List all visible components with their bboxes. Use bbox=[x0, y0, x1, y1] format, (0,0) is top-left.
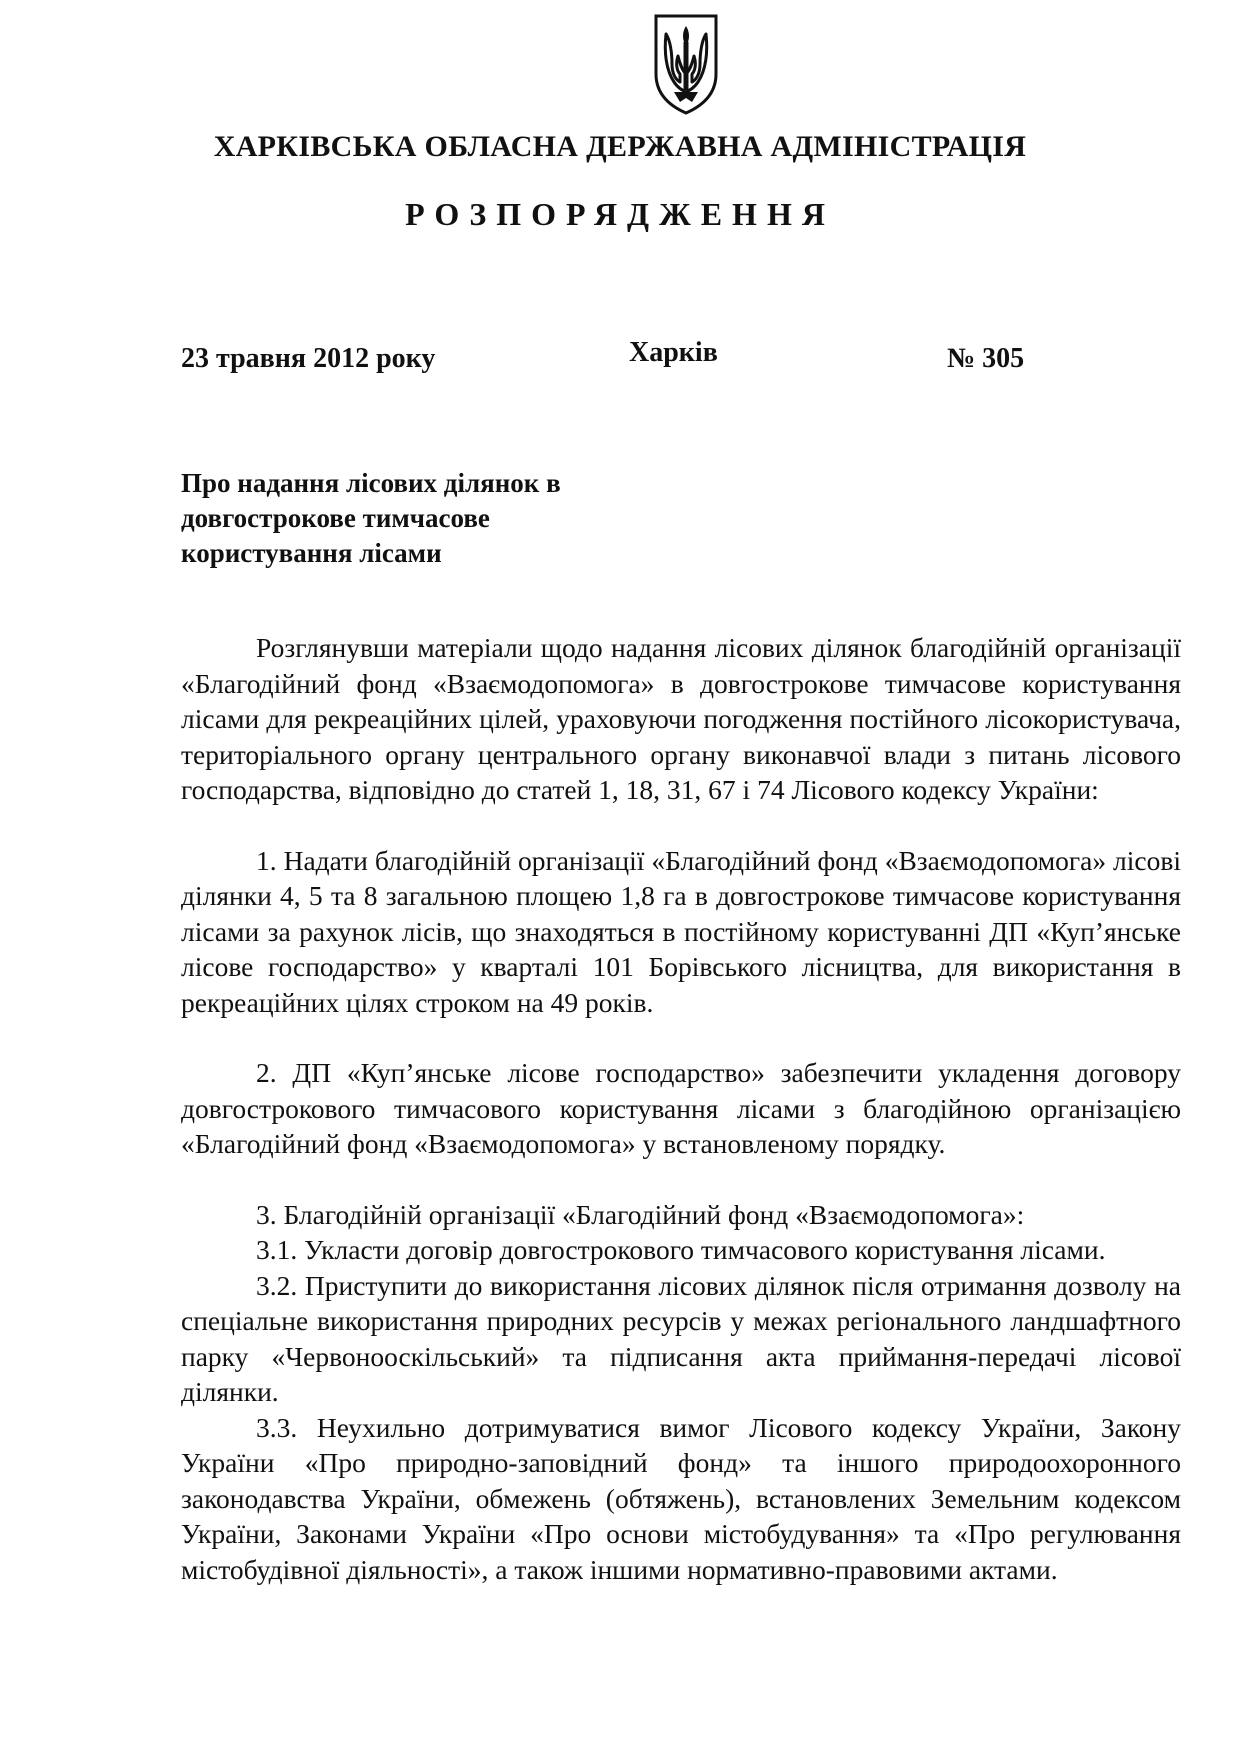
document-body bbox=[181, 630, 1181, 1587]
document-type-title: РОЗПОРЯДЖЕННЯ bbox=[405, 196, 835, 232]
clause-2: 2. ДП «Куп’янське лісове господарство» забезпечити укладення договору довгострокового тимчасового користування лісами з благодійною організацією «Благодійний фонд «Взаємодопомога» у встановленому порядку. bbox=[181, 1057, 1181, 1159]
subject-line: користування лісами bbox=[181, 538, 442, 568]
document-number: № 305 bbox=[947, 343, 1025, 374]
subject-line: Про надання лісових ділянок в bbox=[181, 468, 561, 498]
document-city: Харків bbox=[629, 337, 718, 368]
clause-3-1: 3.1. Укласти договір довгострокового тимчасового користування лісами. bbox=[256, 1234, 1106, 1265]
clause-3-2: 3.2. Приступити до використання лісових ділянок після отримання дозволу на спеціальне використання природних ресурсів у межах регіонального ландшафтного парку «Червонооскільський» та підписання акта приймання-передачі лісової ділянки. bbox=[181, 1269, 1181, 1407]
trident-emblem-icon bbox=[652, 12, 720, 116]
subject-line: довгострокове тимчасове bbox=[181, 503, 490, 533]
clause-1: 1. Надати благодійній організації «Благодійний фонд «Взаємодопомога» лісові ділянки 4, 5 та 8 загальною площею 1,8 га в довгострокове тимчасове користування лісами за рахунок лісів, що знаходяться в постійному користуванні ДП «Куп’янське лісове господарство» у кварталі 101 Борівського лісництва, для використання в рекреаційних цілях строком на 49 років. bbox=[181, 844, 1181, 1018]
clause-3: 3. Благодійній організації «Благодійний фонд «Взаємодопомога»: bbox=[256, 1198, 1025, 1230]
clause-3-3: 3.3. Неухильно дотримуватися вимог Лісового кодексу України, Закону України «Про природно-заповідний фонд» та іншого природоохоронного законодавства України, обмежень (обтяжень), встановлених Земельним кодексом України, Законами України «Про основи містобудування» та «Про регулювання містобудівної діяльності», а також іншими нормативно-правовими актами. bbox=[181, 1411, 1181, 1585]
agency-name: ХАРКІВСЬКА ОБЛАСНА ДЕРЖАВНА АДМІНІСТРАЦІЯ bbox=[213, 130, 1027, 163]
document-date: 23 травня 2012 року bbox=[181, 343, 436, 374]
preamble-paragraph: Розглянувши матеріали щодо надання лісових ділянок благодійній організації «Благодійний фонд «Взаємодопомога» в довгострокове тимчасове користування лісами для рекреаційних цілей, ураховуючи погодження постійного лісокористувача, територіального органу центрального органу виконавчої влади з питань лісового господарства, відповідно до статей 1, 18, 31, 67 і 74 Лісового кодексу України: bbox=[181, 632, 1181, 805]
document-subject bbox=[181, 466, 701, 571]
